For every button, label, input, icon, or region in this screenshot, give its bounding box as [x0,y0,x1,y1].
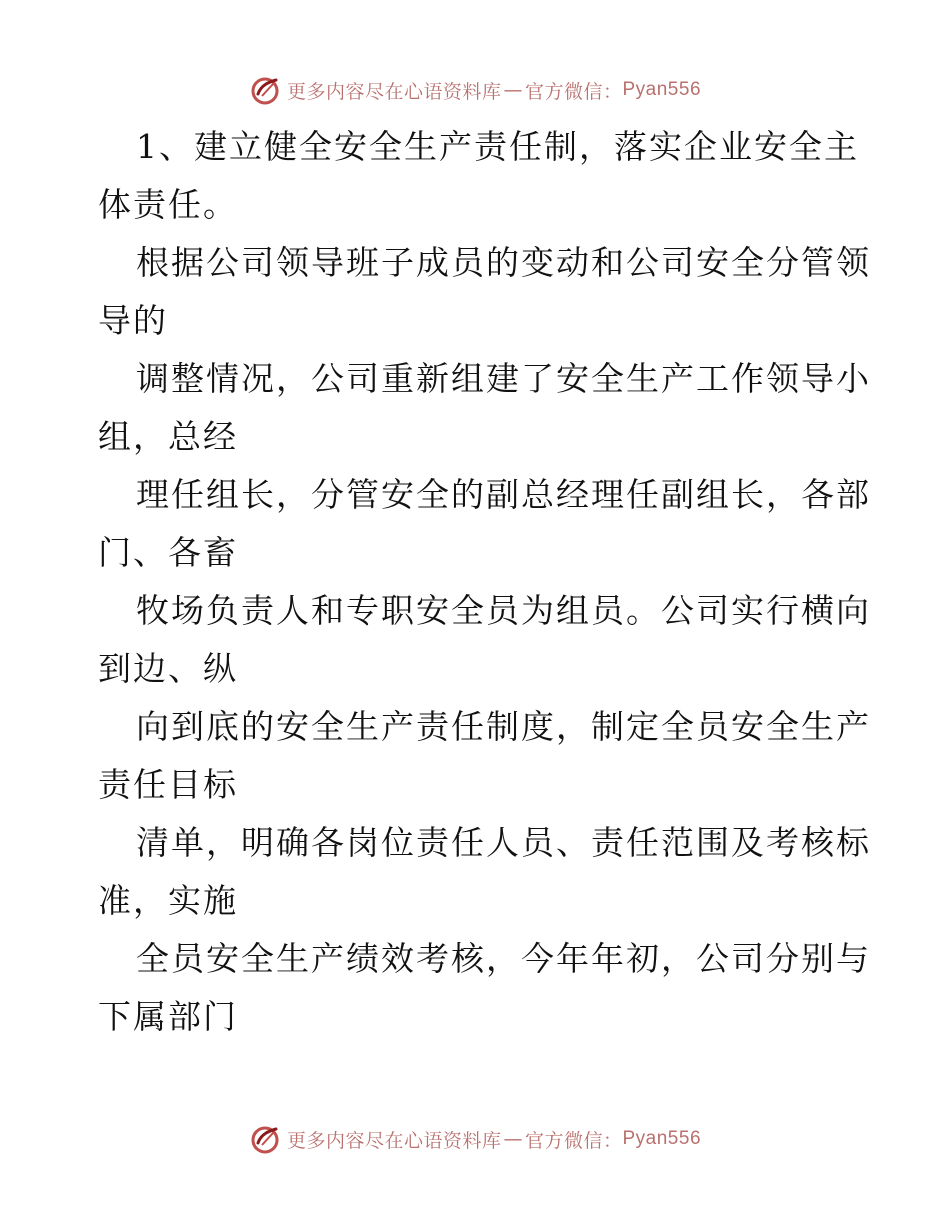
watermark-contact-value: Pyan556 [622,79,702,100]
watermark-brand-text: 更多内容尽在心语资料库 [286,80,502,103]
watermark-separator: — [503,79,523,101]
body-line-3: 根据公司领导班子成员的变动和公司安全分管领 [136,243,871,282]
body-line-2: 体责任。 [98,185,238,224]
body-line-14: 准，实施 [98,881,238,920]
watermark-contact-label: 官方微信： [524,80,623,103]
body-line-16: 下属部门 [98,997,238,1036]
body-line-9: 牧场负责人和专职安全员为组员。公司实行横向 [136,591,871,630]
swirl-logo-icon [249,1123,281,1155]
footer-watermark [0,1123,950,1155]
watermark-contact-label: 官方微信： [524,1129,623,1152]
body-line-10: 到边、纵 [98,649,238,688]
swirl-logo-icon [249,74,281,106]
watermark-separator: — [503,1128,523,1150]
header-watermark [0,74,950,106]
body-line-11: 向到底的安全生产责任制度，制定全员安全生产 [136,707,871,746]
body-line-4: 导的 [98,301,168,340]
body-line-15: 全员安全生产绩效考核，今年年初，公司分别与 [136,939,871,978]
body-line-1: 1、建立健全安全生产责任制，落实企业安全主 [136,127,859,166]
body-line-8: 门、各畜 [98,533,238,572]
body-line-6: 组，总经 [98,417,238,456]
document-body [98,118,871,1046]
body-line-5: 调整情况，公司重新组建了安全生产工作领导小 [136,359,871,398]
body-line-12: 责任目标 [98,765,238,804]
watermark-contact-value: Pyan556 [622,1128,702,1149]
body-line-7: 理任组长，分管安全的副总经理任副组长，各部 [136,475,871,514]
watermark-brand-text: 更多内容尽在心语资料库 [286,1129,502,1152]
body-line-13: 清单，明确各岗位责任人员、责任范围及考核标 [136,823,871,862]
